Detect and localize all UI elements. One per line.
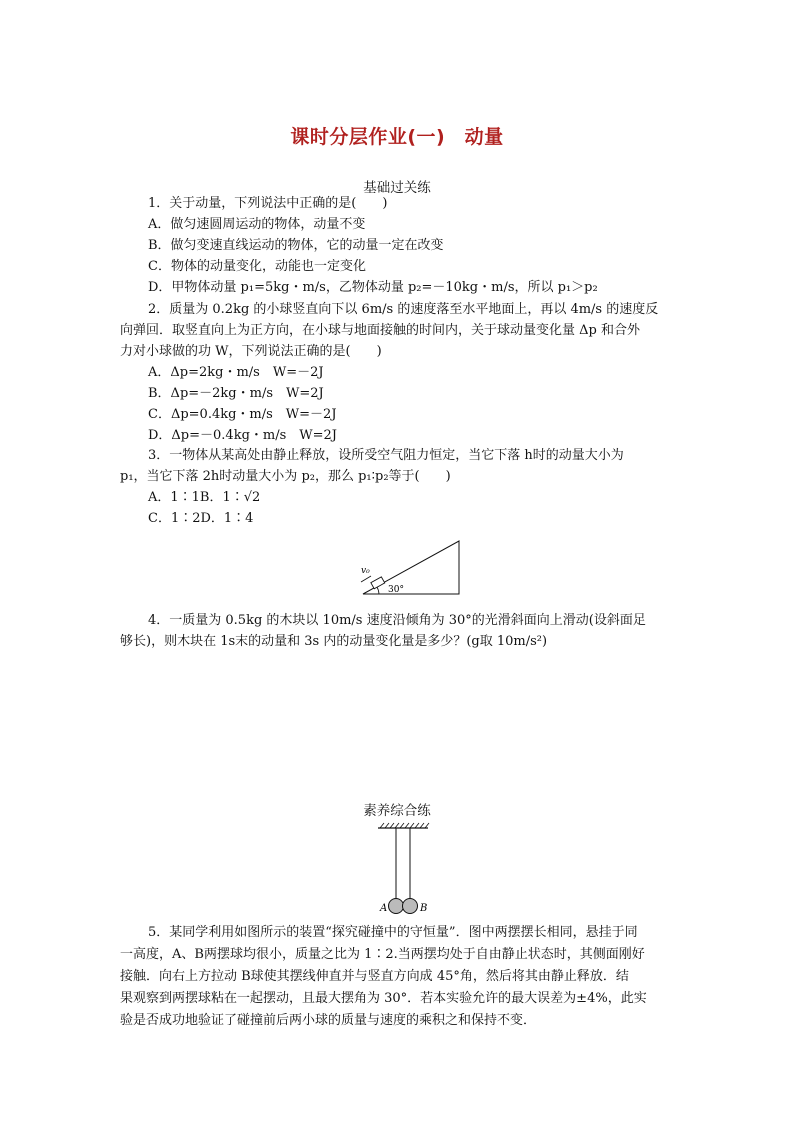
q5-stem-line5: 验是否成功地验证了碰撞前后两小球的质量与速度的乘积之和保持不变．: [120, 1013, 537, 1028]
q5-stem-line2: 一高度，A、B两摆球均很小，质量之比为 1∶2.当两摆均处于自由静止状态时，其侧面刚好: [120, 947, 645, 962]
q1-stem: 1．关于动量，下列说法中正确的是( ): [148, 196, 388, 211]
pendulum-figure: [368, 818, 438, 918]
section-heading-comprehensive: 素养综合练: [363, 803, 431, 819]
q2-option-c: C．Δp=0.4kg・m/s W=－2J: [148, 407, 337, 422]
q5-stem-line4: 果观察到两摆球粘在一起摆动，且最大摆角为 30°．若本实验允许的最大误差为±4%，此实: [120, 991, 647, 1006]
incline-figure: [355, 538, 465, 598]
q2-stem-line3: 力对小球做的功 W，下列说法正确的是( ): [120, 344, 382, 359]
ball-b-label: B: [420, 903, 428, 914]
page-title: 课时分层作业(一) 动量: [290, 126, 504, 148]
q4-stem-line1: 4．一质量为 0.5kg 的木块以 10m/s 速度沿倾角为 30°的光滑斜面向上滑动(设斜面足: [148, 613, 646, 628]
q3-stem-line2: p₁，当它下落 2h时动量大小为 p₂，那么 p₁∶p₂等于( ): [120, 469, 451, 484]
q4-stem-line2: 够长)，则木块在 1s末的动量和 3s 内的动量变化量是多少？(g取 10m/s²): [120, 634, 548, 649]
q2-option-d: D．Δp=－0.4kg・m/s W=2J: [148, 428, 338, 443]
ball-a-label: A: [380, 903, 388, 914]
q3-options-ab: A．1∶1B．1∶√2: [148, 490, 261, 505]
q1-option-a: A．做匀速圆周运动的物体，动量不变: [148, 217, 366, 232]
q1-option-c: C．物体的动量变化，动能也一定变化: [148, 259, 366, 274]
q5-stem-line3: 接触．向右上方拉动 B球使其摆线伸直并与竖直方向成 45°角，然后将其由静止释放．结: [120, 969, 629, 984]
q2-option-a: A．Δp=2kg・m/s W=－2J: [148, 365, 324, 380]
q1-option-d: D．甲物体动量 p₁=5kg・m/s，乙物体动量 p₂=－10kg・m/s，所以 p₁＞p₂: [148, 280, 598, 295]
q2-option-b: B．Δp=－2kg・m/s W=2J: [148, 386, 324, 401]
q3-options-cd: C．1∶2D．1∶4: [148, 511, 254, 526]
q2-stem-line1: 2．质量为 0.2kg 的小球竖直向下以 6m/s 的速度落至水平地面上，再以 4m/s 的速度反: [148, 302, 659, 317]
q2-stem-line2: 向弹回．取竖直向上为正方向，在小球与地面接触的时间内，关于球动量变化量 Δp 和合外: [120, 323, 640, 338]
angle-label: 30°: [388, 585, 404, 595]
q1-option-b: B．做匀变速直线运动的物体，它的动量一定在改变: [148, 238, 444, 253]
q3-stem-line1: 3．一物体从某高处由静止释放，设所受空气阻力恒定，当它下落 h时的动量大小为: [148, 448, 624, 463]
section-heading-basic: 基础过关练: [363, 180, 431, 196]
q5-stem-line1: 5．某同学利用如图所示的装置“探究碰撞中的守恒量”．图中两摆摆长相同，悬挂于同: [148, 925, 638, 940]
velocity-label: v₀: [361, 566, 370, 576]
